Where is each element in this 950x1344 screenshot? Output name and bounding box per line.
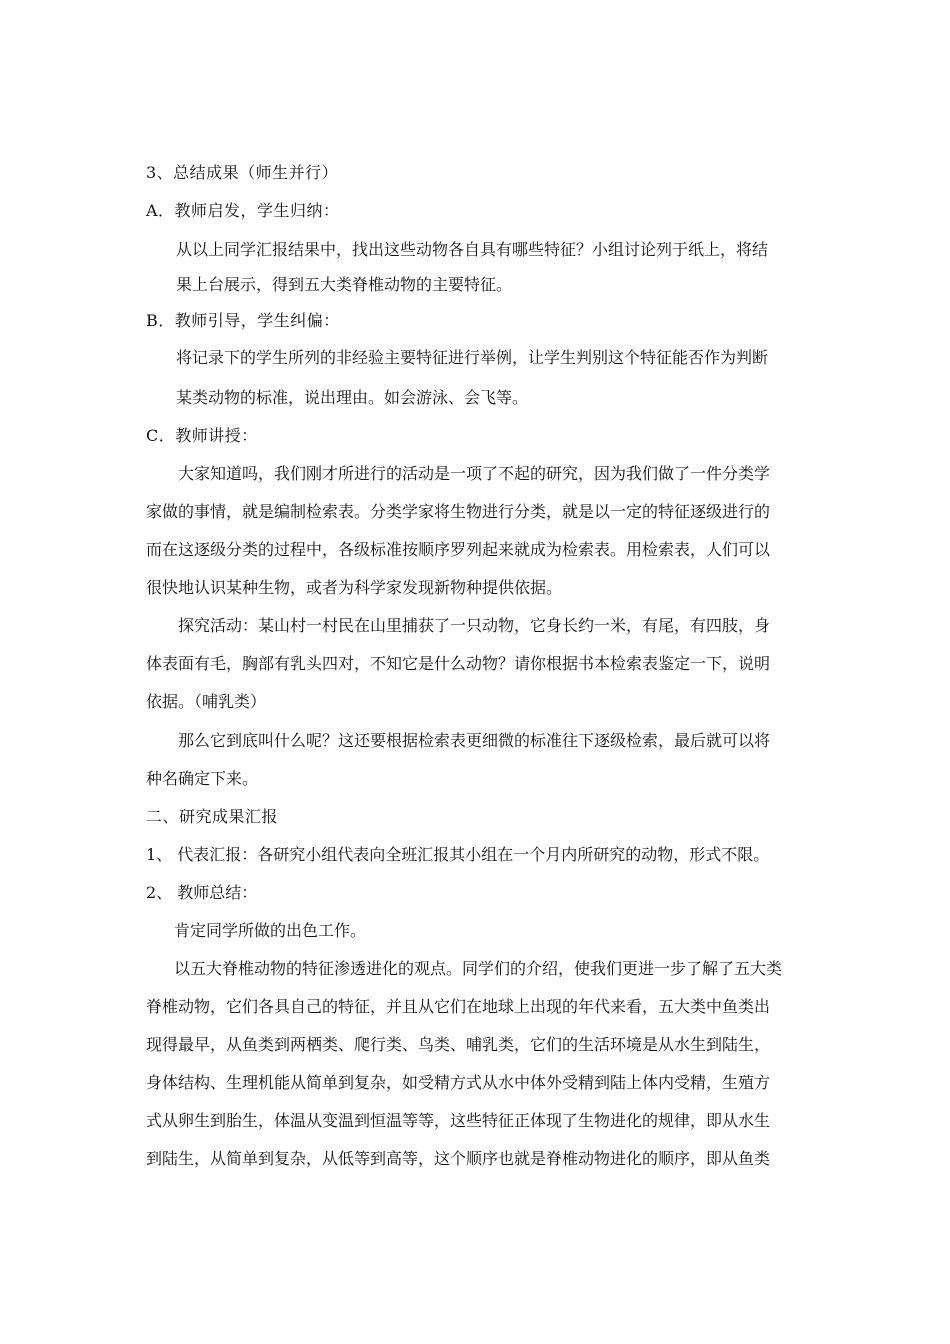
list-item-text: 肯定同学所做的出色工作。 xyxy=(174,921,367,940)
paragraph-line: 很快地认识某种生物，或者为科学家发现新物种提供依据。 xyxy=(146,578,563,597)
section-3-heading: 3、总结成果（师生并行） xyxy=(146,163,339,182)
paragraph-line: 那么它到底叫什么呢？这还要根据检索表更细微的标准往下逐级检索，最后就可以将 xyxy=(178,731,771,750)
part-b-text-line: 某类动物的标准，说出理由。如会游泳、会飞等。 xyxy=(176,388,529,407)
part-a-text-line: 从以上同学汇报结果中，找出这些动物各自具有哪些特征？小组讨论列于纸上，将结 xyxy=(176,240,769,259)
paragraph-line: 家做的事情，就是编制检索表。分类学家将生物进行分类，就是以一定的特征逐级进行的 xyxy=(146,502,771,521)
part-a-text-line: 果上台展示，得到五大类脊椎动物的主要特征。 xyxy=(176,275,513,294)
part-c-heading: C．教师讲授： xyxy=(146,426,258,445)
paragraph-line: 身体结构、生理机能从简单到复杂，如受精方式从水中体外受精到陆上体内受精，生殖方 xyxy=(146,1073,771,1092)
part-a-heading: A．教师启发，学生归纳： xyxy=(146,201,340,220)
paragraph-line: 体表面有毛，胸部有乳头四对，不知它是什么动物？请你根据书本检索表鉴定一下，说明 xyxy=(146,654,771,673)
part-b-heading: B．教师引导，学生纠偏： xyxy=(146,311,340,330)
paragraph-line: 而在这逐级分类的过程中，各级标准按顺序罗列起来就成为检索表。用检索表，人们可以 xyxy=(146,540,771,559)
list-item: 1、 代表汇报：各研究小组代表向全班汇报其小组在一个月内所研究的动物，形式不限。 xyxy=(146,845,770,864)
part-b-text-line: 将记录下的学生所列的非经验主要特征进行举例，让学生判别这个特征能否作为判断 xyxy=(176,348,769,367)
paragraph-line: 种名确定下来。 xyxy=(146,769,259,788)
paragraph-line: 探究活动：某山村一村民在山里捕获了一只动物，它身长约一米，有尾，有四肢，身 xyxy=(178,616,771,635)
paragraph-line: 到陆生，从简单到复杂，从低等到高等，这个顺序也就是脊椎动物进化的顺序，即从鱼类 xyxy=(146,1149,771,1168)
section-2-heading: 二、研究成果汇报 xyxy=(146,807,279,826)
paragraph-line: 大家知道吗，我们刚才所进行的活动是一项了不起的研究，因为我们做了一件分类学 xyxy=(178,464,771,483)
paragraph-line: 以五大脊椎动物的特征渗透进化的观点。同学们的介绍，使我们更进一步了解了五大类 xyxy=(174,959,783,978)
paragraph-line: 式从卵生到胎生，体温从变温到恒温等等，这些特征正体现了生物进化的规律，即从水生 xyxy=(146,1111,771,1130)
paragraph-line: 现得最早，从鱼类到两栖类、爬行类、鸟类、哺乳类，它们的生活环境是从水生到陆生， xyxy=(146,1035,771,1054)
list-item: 2、 教师总结： xyxy=(146,883,258,902)
paragraph-line: 脊椎动物，它们各具自己的特征，并且从它们在地球上出现的年代来看，五大类中鱼类出 xyxy=(146,997,771,1016)
paragraph-line: 依据。（哺乳类） xyxy=(146,692,267,711)
